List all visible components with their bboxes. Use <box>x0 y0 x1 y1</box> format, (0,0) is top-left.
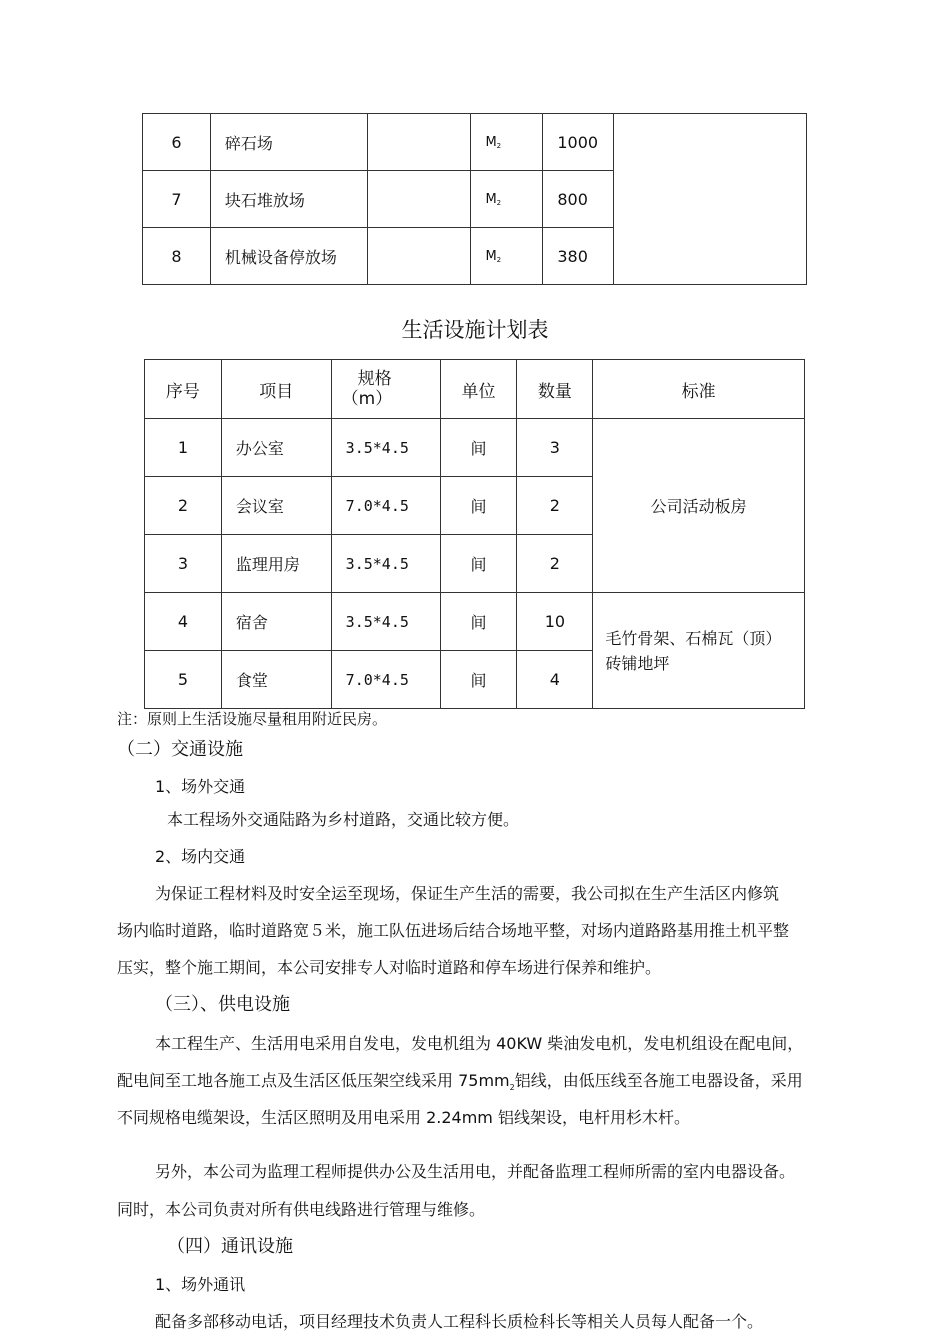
facility-item: 会议室 <box>221 477 331 535</box>
section-heading-power: （三）、供电设施 <box>155 994 290 1015</box>
facility-item: 办公室 <box>221 419 331 477</box>
facility-spec: 3.5*4.5 <box>331 593 440 651</box>
paragraph: 不同规格电缆架设，生活区照明及用电采用 2.24mm 铝线架设，电杆用杉木杆。 <box>117 1108 690 1127</box>
site-unit: $M_2$ <box>471 228 543 285</box>
facility-unit: 间 <box>440 593 517 651</box>
facility-unit: 间 <box>440 535 517 593</box>
paragraph: 为保证工程材料及时安全运至现场，保证生产生活的需要，我公司拟在生产生活区内修筑 <box>155 884 780 903</box>
facility-spec: 3.5*4.5 <box>331 419 440 477</box>
facility-qty: 4 <box>517 651 593 709</box>
facility-unit: 间 <box>440 651 517 709</box>
site-qty: 1000 <box>543 114 614 171</box>
site-name: 机械设备停放场 <box>210 228 367 285</box>
site-qty: 380 <box>543 228 614 285</box>
site-area-table <box>142 113 807 285</box>
facility-item: 食堂 <box>221 651 331 709</box>
paragraph: 另外，本公司为监理工程师提供办公及生活用电，并配备监理工程师所需的室内电器设备。 <box>155 1162 796 1181</box>
facility-item: 宿舍 <box>221 593 331 651</box>
facility-standard-b: 毛竹骨架、石棉瓦（顶） 砖铺地坪 <box>593 593 805 709</box>
header-spec: 规格 （m） <box>331 360 440 419</box>
table-note: 注：原则上生活设施尽量租用附近民房。 <box>117 710 388 728</box>
site-name: 块石堆放场 <box>210 171 367 228</box>
section-heading-communication: （四）通讯设施 <box>167 1236 293 1257</box>
site-spec <box>367 171 471 228</box>
facility-qty: 2 <box>517 477 593 535</box>
table-row <box>145 593 805 651</box>
site-unit: $M_2$ <box>471 171 543 228</box>
table-header-row <box>145 360 805 419</box>
facility-unit: 间 <box>440 419 517 477</box>
paragraph: 本工程场外交通陆路为乡村道路，交通比较方便。 <box>167 810 520 829</box>
table-row <box>143 114 807 171</box>
facility-qty: 3 <box>517 419 593 477</box>
row-number: 7 <box>143 171 211 228</box>
facility-spec: 3.5*4.5 <box>331 535 440 593</box>
paragraph: 配备多部移动电话，项目经理技术负责人工程科长质检科长等相关人员每人配备一个。 <box>155 1312 764 1331</box>
subheading-offsite-communication: 1、场外通讯 <box>155 1275 246 1294</box>
paragraph: 配电间至工地各施工点及生活区低压架空线采用 $75mm_2$铝线，由低压线至各施工电器设备，采用 <box>117 1071 803 1093</box>
header-unit: 单位 <box>440 360 517 419</box>
facility-standard-a: 公司活动板房 <box>593 419 805 593</box>
paragraph: 本工程生产、生活用电采用自发电，发电机组为 40KW 柴油发电机，发电机组设在配电间， <box>155 1034 804 1053</box>
paragraph: 同时，本公司负责对所有供电线路进行管理与维修。 <box>117 1200 486 1219</box>
header-no: 序号 <box>145 360 222 419</box>
row-number: 4 <box>145 593 222 651</box>
table-row <box>145 419 805 477</box>
row-number: 8 <box>143 228 211 285</box>
site-unit: $M_2$ <box>471 114 543 171</box>
facility-spec: 7.0*4.5 <box>331 477 440 535</box>
section-heading-transport: （二）交通设施 <box>117 739 243 760</box>
row-number: 6 <box>143 114 211 171</box>
site-qty: 800 <box>543 171 614 228</box>
header-qty: 数量 <box>517 360 593 419</box>
site-remark <box>614 114 807 285</box>
living-facilities-table <box>144 359 805 709</box>
site-name: 碎石场 <box>210 114 367 171</box>
facility-unit: 间 <box>440 477 517 535</box>
row-number: 1 <box>145 419 222 477</box>
facility-qty: 10 <box>517 593 593 651</box>
paragraph: 压实，整个施工期间，本公司安排专人对临时道路和停车场进行保养和维护。 <box>117 958 662 977</box>
row-number: 3 <box>145 535 222 593</box>
header-item: 项目 <box>221 360 331 419</box>
header-standard: 标准 <box>593 360 805 419</box>
facility-item: 监理用房 <box>221 535 331 593</box>
subheading-offsite-transport: 1、场外交通 <box>155 777 246 796</box>
row-number: 2 <box>145 477 222 535</box>
table-title: 生活设施计划表 <box>401 318 549 342</box>
facility-qty: 2 <box>517 535 593 593</box>
site-spec <box>367 114 471 171</box>
paragraph: 场内临时道路，临时道路宽５米，施工队伍进场后结合场地平整，对场内道路路基用推土机平整 <box>117 921 790 940</box>
row-number: 5 <box>145 651 222 709</box>
subheading-onsite-transport: 2、场内交通 <box>155 847 246 866</box>
site-spec <box>367 228 471 285</box>
facility-spec: 7.0*4.5 <box>331 651 440 709</box>
